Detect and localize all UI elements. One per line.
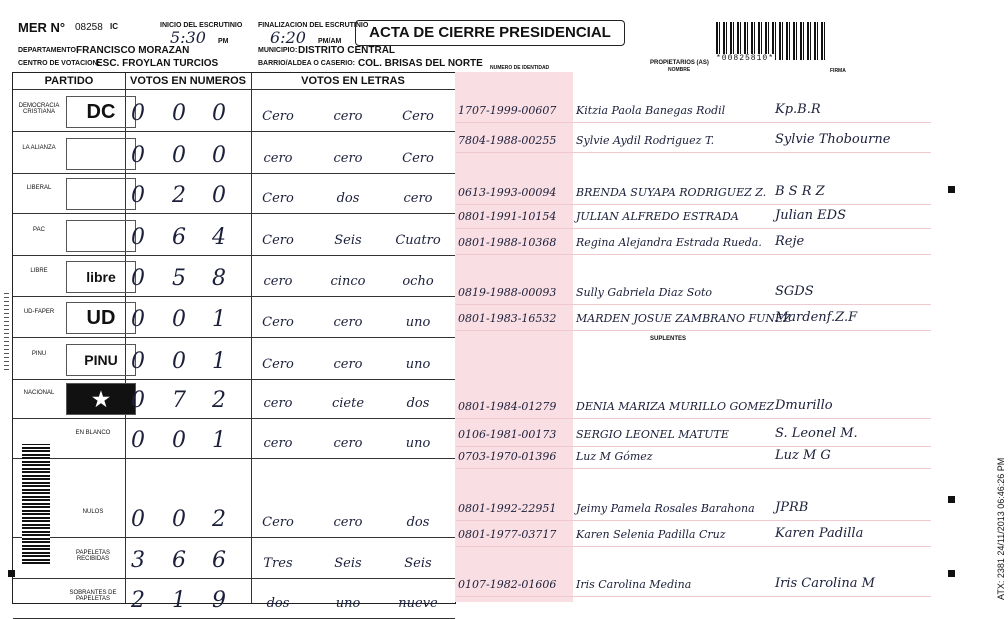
centro-value: ESC. FROYLAN TURCIOS	[96, 58, 219, 69]
vote-digit: 0	[212, 183, 226, 208]
member-name: Kitzia Paola Banegas Rodil	[576, 104, 726, 117]
member-row-line	[456, 254, 931, 255]
row-divider	[13, 418, 455, 419]
member-id: 0801-1977-03717	[458, 528, 557, 541]
vote-digit: 7	[172, 388, 186, 413]
side-stamp: ATX: 2381 24/11/2013 06:46:26 PM	[996, 457, 1006, 600]
vote-digit: 4	[212, 225, 226, 250]
vote-word: Seis	[404, 556, 432, 571]
finalizacion-label: FINALIZACION DEL ESCRUTINIO	[258, 22, 369, 29]
vote-word: cero	[333, 315, 363, 330]
member-name: Iris Carolina Medina	[576, 578, 692, 591]
vote-word: Seis	[334, 233, 362, 248]
vote-word: uno	[405, 436, 431, 451]
member-name: Sully Gabriela Diaz Soto	[576, 286, 713, 299]
member-id: 0107-1982-01606	[458, 578, 557, 591]
member-signature: Kp.B.R	[775, 102, 821, 117]
party-name: PAPELETAS RECIBIDAS	[75, 550, 111, 562]
vote-digit: 2	[172, 183, 186, 208]
party-name: EN BLANCO	[75, 430, 111, 436]
inicio-label: INICIO DEL ESCRUTINIO	[160, 22, 243, 29]
member-id: 0106-1981-00173	[458, 428, 557, 441]
vote-word: dos	[336, 191, 360, 206]
mer-label: MER N°	[18, 20, 66, 35]
registration-mark	[948, 570, 955, 577]
party-logo-icon: libre	[66, 261, 136, 293]
vote-word: cero	[333, 357, 363, 372]
member-row-line	[456, 446, 931, 447]
member-id: 0801-1991-10154	[458, 210, 557, 223]
member-id: 0703-1970-01396	[458, 450, 557, 463]
vote-digit: 0	[172, 428, 186, 453]
vote-digit: 0	[131, 388, 145, 413]
vote-digit: 1	[212, 428, 226, 453]
member-signature: Luz M G	[775, 448, 831, 463]
departamento-value: FRANCISCO MORAZAN	[76, 45, 190, 56]
member-name: Luz M Gómez	[576, 450, 653, 463]
row-divider	[13, 296, 455, 297]
member-row-line	[456, 152, 931, 153]
inicio-value: 5:30	[170, 28, 206, 47]
party-name: LIBRE	[30, 268, 48, 274]
vote-digit: 0	[172, 143, 186, 168]
party-name: NULOS	[82, 509, 104, 515]
vote-word: Cero	[262, 191, 294, 206]
member-signature: B S R Z	[775, 184, 825, 199]
member-id: 7804-1988-00255	[458, 134, 557, 147]
col-firma: FIRMA	[830, 68, 846, 74]
party-name: PINU	[31, 351, 47, 357]
vote-digit: 0	[131, 225, 145, 250]
vote-digit: 6	[212, 548, 226, 573]
member-signature: JPRB	[775, 500, 809, 515]
vote-word: cero	[333, 151, 363, 166]
departamento-label: DEPARTAMENTO:	[18, 47, 79, 54]
vote-word: uno	[405, 315, 431, 330]
vote-word: uno	[335, 596, 361, 611]
vote-word: cero	[333, 109, 363, 124]
party-name: NACIONAL	[23, 390, 55, 396]
vote-digit: 0	[131, 349, 145, 374]
centro-label: CENTRO DE VOTACION:	[18, 60, 100, 67]
member-signature: Sylvie Thobourne	[775, 132, 891, 147]
member-row-line	[456, 330, 931, 331]
vote-word: ocho	[402, 274, 434, 289]
member-signature: Karen Padilla	[775, 526, 864, 541]
member-id: 0613-1993-00094	[458, 186, 557, 199]
vote-word: Cero	[262, 515, 294, 530]
member-signature: Julian EDS	[775, 208, 846, 223]
row-divider	[13, 379, 455, 380]
party-name: UD-FAPER	[23, 309, 55, 315]
member-name: MARDEN JOSUE ZAMBRANO FUNEZ	[576, 312, 791, 325]
municipio-value: DISTRITO CENTRAL	[298, 45, 396, 56]
member-signature: SGDS	[775, 284, 814, 299]
member-name: Sylvie Aydil Rodriguez T.	[576, 134, 715, 147]
member-id: 0801-1984-01279	[458, 400, 557, 413]
barrio-label: BARRIO/ALDEA O CASERIO:	[258, 60, 355, 67]
left-barcode	[22, 444, 50, 564]
col-votos-numeros: VOTOS EN NUMEROS	[130, 75, 246, 87]
vote-digit: 0	[131, 101, 145, 126]
vote-word: Cero	[402, 109, 434, 124]
row-divider	[13, 337, 455, 338]
party-logo-icon: DC	[66, 96, 136, 128]
member-row-line	[456, 228, 931, 229]
vote-digit: 0	[131, 266, 145, 291]
vote-digit: 0	[172, 307, 186, 332]
member-signature: Iris Carolina M	[775, 576, 875, 591]
row-divider	[13, 537, 455, 538]
vote-digit: 1	[172, 588, 186, 613]
vote-word: cero	[333, 436, 363, 451]
vote-word: cero	[263, 436, 293, 451]
party-logo-icon: PINU	[66, 344, 136, 376]
col-partido: PARTIDO	[44, 75, 94, 87]
vote-digit: 0	[212, 143, 226, 168]
vote-digit: 8	[212, 266, 226, 291]
member-name: BRENDA SUYAPA RODRIGUEZ Z.	[576, 186, 767, 199]
vote-digit: 1	[212, 307, 226, 332]
vote-word: nueve	[398, 596, 438, 611]
row-divider	[13, 458, 455, 459]
vote-digit: 0	[131, 507, 145, 532]
finalizacion-unit: PM/AM	[318, 38, 342, 45]
vote-word: cero	[263, 151, 293, 166]
member-row-line	[456, 520, 931, 521]
member-name: Jeimy Pamela Rosales Barahona	[576, 502, 755, 515]
party-logo-icon: ★	[66, 383, 136, 415]
member-row-line	[456, 546, 931, 547]
vote-digit: 3	[131, 548, 145, 573]
finalizacion-value: 6:20	[270, 28, 306, 47]
vote-word: Cero	[262, 109, 294, 124]
member-row-line	[456, 418, 931, 419]
vote-word: Cero	[262, 357, 294, 372]
col-nombre: NOMBRE	[668, 67, 691, 73]
col-propietarios: PROPIETARIOS (AS)	[650, 60, 709, 66]
registration-mark	[8, 570, 15, 577]
municipio-label: MUNICIPIO:	[258, 47, 298, 54]
ic-logo: IC	[110, 22, 118, 31]
vote-digit: 0	[131, 307, 145, 332]
member-name: DENIA MARIZA MURILLO GOMEZ	[576, 400, 775, 413]
row-divider	[13, 131, 455, 132]
member-row-line	[456, 304, 931, 305]
member-signature: Mardenf.Z.F	[775, 310, 858, 325]
form-title: ACTA DE CIERRE PRESIDENCIAL	[355, 20, 625, 46]
vote-word: dos	[266, 596, 290, 611]
member-name: JULIAN ALFREDO ESTRADA	[576, 210, 739, 223]
member-name: SERGIO LEONEL MATUTE	[576, 428, 729, 441]
member-row-line	[456, 204, 931, 205]
inicio-unit: PM	[218, 38, 229, 45]
member-id: 0819-1988-00093	[458, 286, 557, 299]
vote-digit: 0	[131, 428, 145, 453]
votes-table	[12, 72, 456, 613]
vote-digit: 5	[172, 266, 186, 291]
vote-digit: 0	[172, 507, 186, 532]
member-id: 0801-1992-22951	[458, 502, 557, 515]
member-id: 0801-1983-16532	[458, 312, 557, 325]
vote-word: dos	[406, 515, 430, 530]
member-signature: Reje	[775, 234, 805, 249]
party-logo-icon: UD	[66, 302, 136, 334]
vote-digit: 0	[212, 101, 226, 126]
col-votos-letras: VOTOS EN LETRAS	[301, 75, 405, 87]
vote-word: Cero	[262, 233, 294, 248]
vote-word: dos	[406, 396, 430, 411]
row-divider	[13, 173, 455, 174]
party-name: SOBRANTES DE PAPELETAS	[69, 590, 117, 602]
vote-digit: 0	[172, 349, 186, 374]
mer-number: 08258	[75, 22, 103, 33]
vote-digit: 6	[172, 548, 186, 573]
vote-digit: 0	[172, 101, 186, 126]
vote-word: Cero	[262, 315, 294, 330]
vote-word: ciete	[331, 396, 365, 411]
member-name: Karen Selenia Padilla Cruz	[576, 528, 726, 541]
left-perforation	[4, 290, 9, 370]
row-divider	[13, 255, 455, 256]
suplentes-label: SUPLENTES	[650, 336, 687, 342]
vote-word: cero	[263, 274, 293, 289]
vote-digit: 9	[212, 588, 226, 613]
vote-digit: 2	[212, 507, 226, 532]
barcode-number: *00825810*	[716, 54, 775, 63]
member-id: 0801-1988-10368	[458, 236, 557, 249]
vote-word: cero	[333, 515, 363, 530]
vote-word: Tres	[263, 556, 293, 571]
barrio-value: COL. BRISAS DEL NORTE	[358, 58, 483, 69]
member-signature: S. Leonel M.	[775, 426, 858, 441]
registration-mark	[948, 496, 955, 503]
member-name: Regina Alejandra Estrada Rueda.	[576, 236, 762, 249]
vote-word: uno	[405, 357, 431, 372]
row-divider	[13, 578, 455, 579]
vote-word: cinco	[330, 274, 366, 289]
party-name: LIBERAL	[26, 185, 52, 191]
vote-word: Seis	[334, 556, 362, 571]
vote-word: Cuatro	[395, 233, 441, 248]
vote-digit: 0	[131, 143, 145, 168]
vote-digit: 2	[212, 388, 226, 413]
vote-word: cero	[263, 396, 293, 411]
vote-digit: 6	[172, 225, 186, 250]
vote-word: Cero	[402, 151, 434, 166]
member-signature: Dmurillo	[775, 398, 833, 413]
registration-mark	[948, 186, 955, 193]
vote-digit: 2	[131, 588, 145, 613]
member-id: 1707-1999-00607	[458, 104, 557, 117]
party-name: LA ALIANZA	[22, 145, 56, 151]
member-row-line	[456, 122, 931, 123]
member-row-line	[456, 596, 931, 597]
member-row-line	[456, 468, 931, 469]
party-name: PAC	[33, 227, 45, 233]
vote-word: cero	[403, 191, 433, 206]
vote-digit: 0	[131, 183, 145, 208]
party-name: DEMOCRACIA CRISTIANA	[18, 103, 60, 115]
vote-digit: 1	[212, 349, 226, 374]
row-divider	[13, 213, 455, 214]
col-identidad: NUMERO DE IDENTIDAD	[490, 65, 550, 71]
